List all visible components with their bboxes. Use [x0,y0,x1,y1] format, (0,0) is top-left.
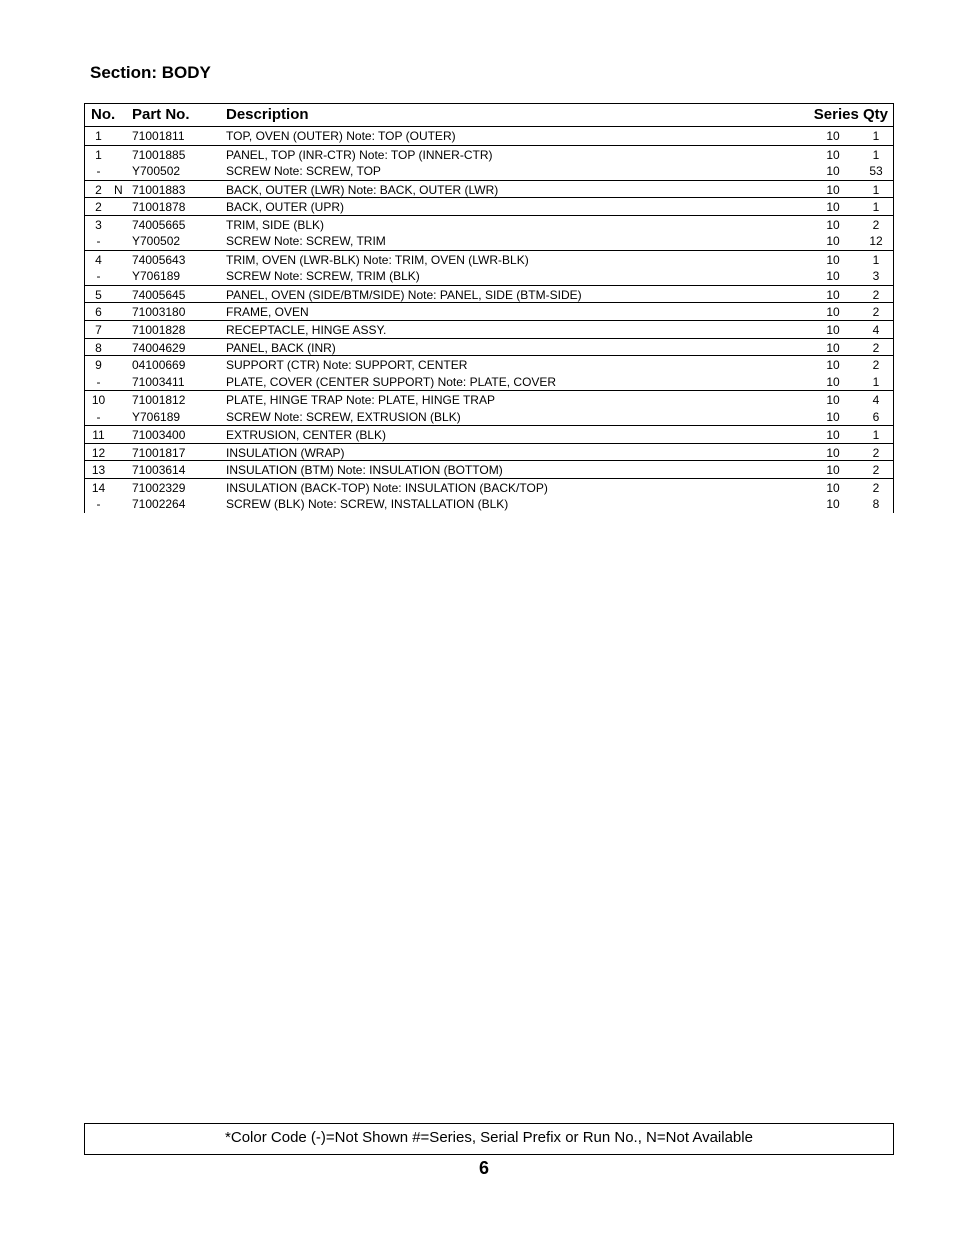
cell-part-no: 04100669 [132,358,186,373]
cell-description: PANEL, BACK (INR) [226,340,336,355]
cell-description: SCREW Note: SCREW, TRIM [226,234,386,249]
cell-qty: 2 [872,358,880,373]
cell-no: - [96,269,101,284]
cell-no: - [96,409,101,424]
cell-no: 12 [91,445,106,460]
cell-series: 10 [826,428,840,443]
cell-part-no: Y700502 [132,234,181,249]
table-header [85,104,893,127]
cell-series: 10 [826,182,840,197]
cell-no: - [96,234,101,249]
section-title: Section: BODY [90,63,211,82]
cell-description: SCREW Note: SCREW, TRIM (BLK) [226,269,420,284]
cell-description: PLATE, HINGE TRAP Note: PLATE, HINGE TRAP [226,393,495,408]
table-row [85,180,893,198]
table-row [85,373,893,391]
table-row [85,425,893,443]
cell-no: 1 [95,147,102,162]
cell-description: SCREW (BLK) Note: SCREW, INSTALLATION (BLK) [226,497,509,512]
cell-description: INSULATION (BTM) Note: INSULATION (BOTTOM) [226,463,503,478]
table-row [85,162,893,180]
cell-series: 10 [826,217,840,232]
header-part-no: Part No. [132,106,190,123]
cell-no: - [96,374,101,389]
table-row [85,145,893,163]
cell-part-no: Y700502 [132,164,181,179]
cell-description: PANEL, TOP (INR-CTR) Note: TOP (INNER-CTR) [226,147,493,162]
cell-part-no: 71003400 [132,428,186,443]
cell-no: - [96,164,101,179]
cell-series: 10 [826,234,840,249]
cell-description: BACK, OUTER (LWR) Note: BACK, OUTER (LWR) [226,182,499,197]
table-row [85,443,893,461]
cell-part-no: Y706189 [132,409,181,424]
cell-series: 10 [826,200,840,215]
cell-no: 13 [91,463,106,478]
cell-description: SUPPORT (CTR) Note: SUPPORT, CENTER [226,358,468,373]
page-number: 6 [478,1158,489,1178]
cell-series: 10 [826,374,840,389]
cell-series: 10 [826,463,840,478]
cell-no: 9 [95,358,102,373]
cell-series: 10 [826,252,840,267]
cell-series: 10 [826,393,840,408]
cell-qty: 2 [872,305,880,320]
cell-no: 2 [95,182,102,197]
cell-description: EXTRUSION, CENTER (BLK) [226,428,387,443]
cell-no: 14 [91,480,106,495]
cell-no: 3 [95,217,102,232]
cell-no: 10 [91,393,106,408]
table-row [85,408,893,426]
cell-description: FRAME, OVEN [226,305,309,320]
footer-legend-box [84,1123,894,1155]
cell-series: 10 [826,445,840,460]
footer-legend: *Color Code (-)=Not Shown #=Series, Serial Prefix or Run No., N=Not Available [225,1129,753,1146]
cell-part-no: 71001885 [132,147,186,162]
cell-part-no: 71001878 [132,200,186,215]
header-description: Description [226,106,309,123]
parts-table [84,103,894,513]
cell-qty: 1 [872,129,880,143]
cell-qty: 1 [872,182,880,197]
cell-series: 10 [826,323,840,338]
cell-qty: 1 [872,200,880,215]
cell-no: 1 [95,129,102,143]
cell-description: SCREW Note: SCREW, TOP [226,164,381,179]
table-row [85,215,893,233]
cell-series: 10 [826,269,840,284]
cell-description: PLATE, COVER (CENTER SUPPORT) Note: PLATE, COVER [226,374,557,389]
cell-part-no: 71001817 [132,445,186,460]
cell-series: 10 [826,147,840,162]
table-row [85,127,893,145]
cell-part-no: 71003411 [132,374,185,389]
table-row [85,232,893,250]
cell-description: RECEPTACLE, HINGE ASSY. [226,323,387,338]
header-series-qty: Series Qty [813,106,888,123]
cell-qty: 2 [872,217,880,232]
cell-no: 5 [95,287,102,302]
cell-no: - [96,497,101,512]
cell-series: 10 [826,497,840,512]
cell-part-no: 74005665 [132,217,186,232]
cell-part-no: 71001811 [132,129,185,143]
header-no: No. [91,106,116,123]
cell-part-no: 71001828 [132,323,186,338]
cell-no: 8 [95,340,102,355]
cell-qty: 53 [869,164,883,179]
cell-part-no: 74004629 [132,340,186,355]
cell-description: TRIM, SIDE (BLK) [226,217,325,232]
cell-series: 10 [826,129,840,143]
cell-description: PANEL, OVEN (SIDE/BTM/SIDE) Note: PANEL, SIDE (BTM-SIDE) [226,287,582,302]
cell-description: INSULATION (BACK-TOP) Note: INSULATION (BACK/TOP) [226,480,548,495]
cell-description: SCREW Note: SCREW, EXTRUSION (BLK) [226,409,461,424]
cell-part-no: 74005643 [132,252,186,267]
cell-qty: 4 [872,323,880,338]
table-row [85,302,893,320]
cell-series: 10 [826,358,840,373]
cell-description: TRIM, OVEN (LWR-BLK) Note: TRIM, OVEN (LWR-BLK) [226,252,529,267]
cell-qty: 2 [872,445,880,460]
cell-qty: 4 [872,393,880,408]
cell-qty: 2 [872,463,880,478]
cell-qty: 2 [872,287,880,302]
table-row [85,338,893,356]
cell-description: BACK, OUTER (UPR) [226,200,345,215]
cell-series: 10 [826,480,840,495]
table-row [85,355,893,373]
cell-qty: 6 [872,409,880,424]
table-body [85,127,893,513]
table-row [85,390,893,408]
cell-qty: 1 [872,428,880,443]
cell-series: 10 [826,305,840,320]
table-row [85,320,893,338]
table-row [85,250,893,268]
cell-part-no: 71002264 [132,497,186,512]
cell-series: 10 [826,164,840,179]
table-row [85,478,893,496]
cell-qty: 1 [872,147,880,162]
cell-series: 10 [826,409,840,424]
cell-description: INSULATION (WRAP) [226,445,345,460]
cell-qty: 2 [872,480,880,495]
cell-qty: 2 [872,340,880,355]
table-row [85,285,893,303]
table-row [85,197,893,215]
cell-no: 6 [95,305,102,320]
table-row [85,495,893,513]
cell-qty: 1 [872,374,880,389]
cell-part-no: Y706189 [132,269,181,284]
cell-series: 10 [826,287,840,302]
cell-qty: 3 [872,269,880,284]
cell-part-no: 74005645 [132,287,186,302]
cell-series: 10 [826,340,840,355]
cell-part-no: 71003614 [132,463,186,478]
cell-no: 11 [92,428,105,443]
cell-part-no: 71003180 [132,305,186,320]
cell-no: 2 [95,200,102,215]
table-row [85,267,893,285]
cell-description: TOP, OVEN (OUTER) Note: TOP (OUTER) [226,129,456,143]
table-row [85,460,893,478]
cell-flag: N [114,182,123,197]
cell-part-no: 71001883 [132,182,186,197]
cell-qty: 8 [872,497,880,512]
cell-no: 7 [95,323,102,338]
cell-part-no: 71002329 [132,480,186,495]
cell-part-no: 71001812 [132,393,186,408]
cell-qty: 1 [872,252,880,267]
cell-no: 4 [95,252,102,267]
cell-qty: 12 [869,234,883,249]
